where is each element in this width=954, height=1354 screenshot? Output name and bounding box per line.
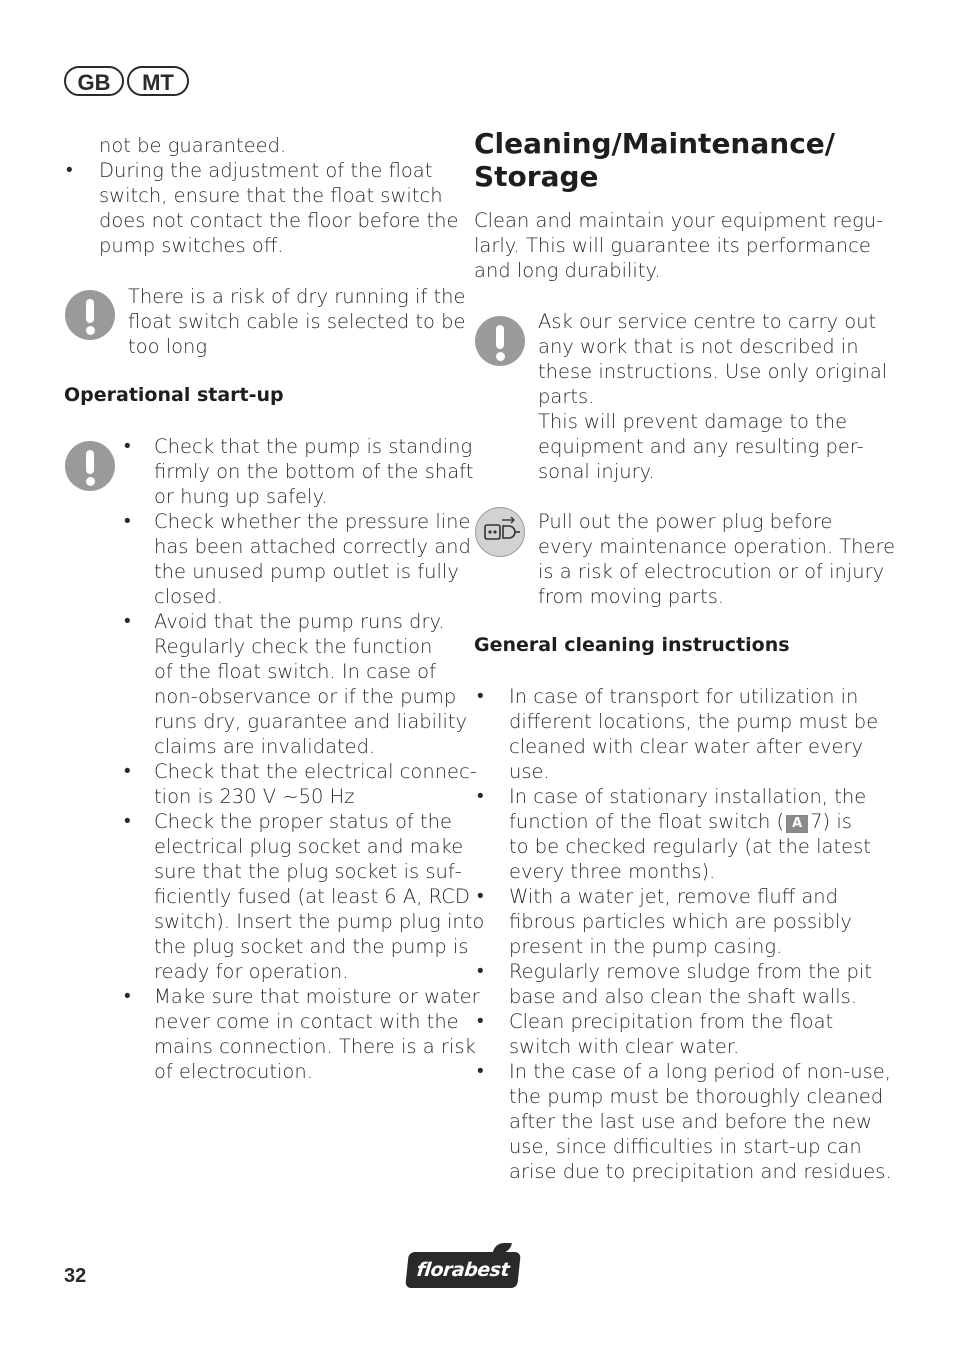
list-item-line: In the case of a long period of non-use, xyxy=(509,1060,891,1083)
list-item-line: closed. xyxy=(154,585,223,608)
list-item-line: electrical plug socket and make xyxy=(154,835,464,858)
plug-note-line: Pull out the power plug before xyxy=(538,510,833,533)
list-item-line: different locations, the pump must be xyxy=(509,710,879,733)
bullet-marker: • xyxy=(124,435,131,457)
list-item-line: every three months). xyxy=(509,860,716,883)
list-item-line: ready for operation. xyxy=(154,960,349,983)
list-item-line: the pump must be thoroughly cleaned xyxy=(509,1085,884,1108)
warning-icon xyxy=(65,290,115,340)
dry-warning-line: too long xyxy=(128,335,208,358)
list-item-line: of the float switch. In case of xyxy=(154,660,436,683)
dry-warning-line: float switch cable is selected to be xyxy=(128,310,466,333)
list-item-line: of electrocution. xyxy=(154,1060,313,1083)
list-item-line: cleaned with clear water after every xyxy=(509,735,864,758)
list-item-line: Avoid that the pump runs dry. xyxy=(154,610,445,633)
brand-logo-text: florabest xyxy=(415,1259,511,1281)
float-bullet-line: switch, ensure that the float switch xyxy=(99,184,443,207)
list-item-line: base and also clean the shaft walls. xyxy=(509,985,857,1008)
list-item-line: Clean precipitation from the float xyxy=(509,1010,834,1033)
float-bullet-line: pump switches off. xyxy=(99,234,284,257)
bullet-marker: • xyxy=(477,1010,484,1032)
list-item-line: switch with clear water. xyxy=(509,1035,740,1058)
list-item-line: or hung up safely. xyxy=(154,485,328,508)
bullet-marker: • xyxy=(477,960,484,982)
dry-warning-line: There is a risk of dry running if the xyxy=(128,285,466,308)
list-item-line: non-observance or if the pump xyxy=(154,685,457,708)
warning-icon xyxy=(475,316,525,366)
brand-logo xyxy=(405,1252,521,1288)
list-item-line xyxy=(509,809,852,834)
service-note-line: equipment and any resulting per- xyxy=(538,435,864,458)
plug-note-line: every maintenance operation. There xyxy=(538,535,896,558)
list-item-line: In case of transport for utilization in xyxy=(509,685,859,708)
service-note-line: parts. xyxy=(538,385,595,408)
list-item-line: Regularly check the function xyxy=(154,635,433,658)
list-item-line: fibrous particles which are possibly xyxy=(509,910,852,933)
figure-reference-badge: A xyxy=(786,815,808,833)
list-item-line: sure that the plug socket is suf- xyxy=(154,860,462,883)
service-note-line: This will prevent damage to the xyxy=(538,410,848,433)
bullet-marker: • xyxy=(477,685,484,707)
bullet-marker: • xyxy=(124,510,131,532)
list-item-fragment: 7) is xyxy=(810,810,852,833)
list-item-line: tion is 230 V ~50 Hz xyxy=(154,785,355,808)
list-item-line: Check the proper status of the xyxy=(154,810,452,833)
warning-icon xyxy=(65,441,115,491)
leaf-icon xyxy=(493,1243,512,1253)
list-item-line: never come in contact with the xyxy=(154,1010,459,1033)
bullet-marker: • xyxy=(124,610,131,632)
page-title-line2: Storage xyxy=(474,160,599,193)
plug-note-line: from moving parts. xyxy=(538,585,725,608)
language-badge-mt: MT xyxy=(127,66,189,96)
bullet-marker: • xyxy=(124,810,131,832)
list-item-line: Make sure that moisture or water xyxy=(154,985,480,1008)
list-item-line: the unused pump outlet is fully xyxy=(154,560,459,583)
list-item-line: use. xyxy=(509,760,550,783)
language-badge-gb: GB xyxy=(64,66,124,96)
service-note-line: Ask our service centre to carry out xyxy=(538,310,877,333)
page-title: Cleaning/Maintenance/ xyxy=(474,127,836,160)
list-item-line: switch). Insert the pump plug into xyxy=(154,910,485,933)
service-note-line: these instructions. Use only original xyxy=(538,360,888,383)
list-item-line: claims are invalidated. xyxy=(154,735,376,758)
intro-line: not be guaranteed. xyxy=(99,134,287,157)
service-note-line: sonal injury. xyxy=(538,460,655,483)
list-item-line: after the last use and before the new xyxy=(509,1110,872,1133)
bullet-marker: • xyxy=(477,785,484,807)
list-item-line: Regularly remove sludge from the pit xyxy=(509,960,872,983)
intro-paragraph-line: and long durability. xyxy=(474,259,661,282)
list-item-line: Check that the pump is standing xyxy=(154,435,473,458)
intro-paragraph-line: larly. This will guarantee its performance xyxy=(474,234,871,257)
list-item-line: mains connection. There is a risk xyxy=(154,1035,476,1058)
float-bullet-line: does not contact the floor before the xyxy=(99,209,459,232)
list-item-line: has been attached correctly and xyxy=(154,535,471,558)
bullet-marker: • xyxy=(477,1060,484,1082)
list-item-line: In case of stationary installation, the xyxy=(509,785,867,808)
bullet-marker: • xyxy=(124,760,131,782)
bullet-marker: • xyxy=(66,159,73,181)
section-heading-startup: Operational start-up xyxy=(64,384,284,406)
list-item-line: arise due to precipitation and residues. xyxy=(509,1160,892,1183)
page-number: 32 xyxy=(64,1265,87,1287)
plug-note-line: is a risk of electrocution or of injury xyxy=(538,560,885,583)
list-item-line: present in the pump casing. xyxy=(509,935,783,958)
list-item-line: use, since difficulties in start-up can xyxy=(509,1135,862,1158)
list-item-line: ficiently fused (at least 6 A, RCD xyxy=(154,885,470,908)
list-item-line: the plug socket and the pump is xyxy=(154,935,469,958)
unplug-icon xyxy=(475,507,525,557)
service-note-line: any work that is not described in xyxy=(538,335,859,358)
list-item-line: firmly on the bottom of the shaft xyxy=(154,460,474,483)
intro-paragraph-line: Clean and maintain your equipment regu- xyxy=(474,209,884,232)
bullet-marker: • xyxy=(124,985,131,1007)
section-heading-cleaning: General cleaning instructions xyxy=(474,634,790,656)
list-item-line: With a water jet, remove fluff and xyxy=(509,885,839,908)
list-item-line: runs dry, guarantee and liability xyxy=(154,710,468,733)
float-bullet-line: During the adjustment of the float xyxy=(99,159,433,182)
list-item-fragment: function of the float switch ( xyxy=(509,810,785,833)
bullet-marker: • xyxy=(477,885,484,907)
list-item-line: to be checked regularly (at the latest xyxy=(509,835,871,858)
list-item-line: Check that the electrical connec- xyxy=(154,760,477,783)
list-item-line: Check whether the pressure line xyxy=(154,510,471,533)
